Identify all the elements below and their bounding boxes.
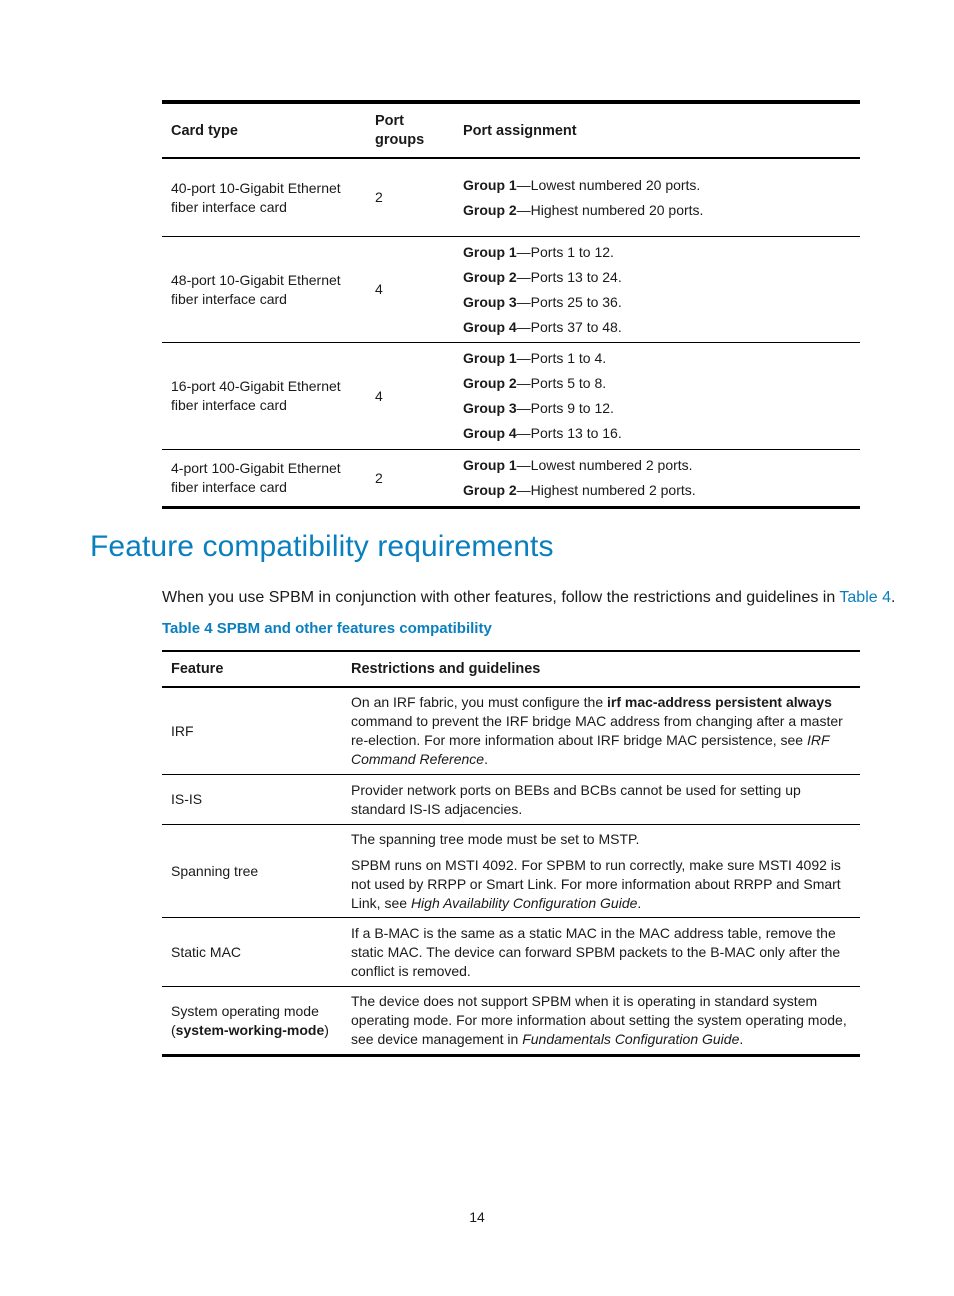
port-group-table-header — [162, 104, 860, 159]
bold-text: irf mac-address persistent always — [607, 694, 832, 710]
port-assignment-cell — [454, 237, 860, 342]
port-assignment-line — [463, 399, 854, 418]
italic-text: IRF Command Reference — [351, 732, 830, 767]
header-restrictions: Restrictions and guidelines — [351, 661, 541, 677]
compat-table-body — [162, 688, 860, 1054]
group-desc: —Ports 1 to 4. — [516, 350, 607, 366]
feature-name — [171, 862, 336, 881]
table-row — [162, 825, 860, 918]
text-run: Static MAC — [171, 943, 242, 960]
port-assignment-line — [463, 456, 854, 475]
group-name: Group 1 — [463, 176, 517, 193]
group-name: Group 4 — [463, 318, 517, 335]
text-run: . — [739, 1031, 744, 1047]
port-assignment-line — [463, 293, 854, 312]
port-assignment-line — [463, 424, 854, 443]
group-desc: —Lowest numbered 2 ports. — [516, 457, 693, 473]
group-name: Group 2 — [463, 482, 517, 498]
header-feature: Feature — [171, 661, 224, 677]
group-desc: —Ports 37 to 48. — [516, 318, 622, 335]
port-assignment-line — [463, 318, 854, 337]
italic-text: Fundamentals Configuration Guide — [522, 1031, 740, 1047]
table-caption: Table 4 SPBM and other features compatibility — [162, 620, 492, 637]
group-name: Group 3 — [463, 293, 517, 310]
table-row — [162, 688, 860, 775]
table-row — [162, 918, 860, 987]
group-desc: —Ports 13 to 24. — [516, 268, 622, 285]
text-run: System operating mode ( — [171, 1002, 319, 1038]
text-run: The device does not support SPBM when it is operating in standard system operating mode. For more information about setting the system operating mode, see device management in — [351, 993, 847, 1047]
section-heading: Feature compatibility requirements — [90, 530, 554, 563]
feature-cell — [162, 825, 342, 917]
card-type-cell: 40-port 10-Gigabit Ethernet fiber interface card — [171, 179, 341, 215]
port-group-table — [162, 100, 860, 509]
port-assignment-line — [463, 176, 854, 195]
port-assignment-cell — [454, 159, 860, 236]
table-4-link[interactable]: Table 4 — [839, 589, 891, 606]
text-run: If a B-MAC is the same as a static MAC in the MAC address table, remove the static MAC. The device can forward SPBM packets to the B-MAC only after the conflict is removed. — [351, 924, 841, 979]
restrictions-cell — [342, 825, 860, 917]
group-name: Group 4 — [463, 425, 517, 441]
text-run: command to prevent the IRF bridge MAC address from changing after a master re-election. For more information about IRF bridge MAC persistence, see — [351, 713, 843, 748]
intro-text: When you use SPBM in conjunction with other features, follow the restrictions and guidelines in — [162, 589, 840, 606]
restrictions-cell — [342, 987, 860, 1054]
port-groups-cell: 2 — [375, 469, 383, 486]
compat-table — [162, 650, 860, 1057]
feature-name — [171, 943, 336, 962]
restriction-paragraph — [351, 830, 854, 849]
feature-name — [171, 790, 336, 809]
group-name: Group 2 — [463, 201, 517, 218]
port-group-table-body — [162, 159, 860, 506]
restriction-paragraph — [351, 693, 854, 769]
text-run: IRF — [171, 722, 194, 739]
bold-text: system-working-mode — [175, 1021, 325, 1038]
group-desc: —Ports 25 to 36. — [516, 293, 622, 310]
group-name: Group 1 — [463, 243, 517, 260]
group-name: Group 1 — [463, 457, 517, 473]
port-assignment-line — [463, 243, 854, 262]
table-row — [162, 775, 860, 825]
header-card-type: Card type — [171, 122, 238, 139]
text-run: On an IRF fabric, you must configure the — [351, 694, 608, 710]
group-desc: —Highest numbered 2 ports. — [516, 482, 696, 498]
port-groups-cell: 2 — [375, 189, 383, 205]
table-row — [162, 343, 860, 450]
text-run: ) — [324, 1021, 329, 1038]
text-run: Provider network ports on BEBs and BCBs cannot be used for setting up standard IS-IS adjacencies. — [351, 781, 801, 817]
restrictions-cell — [342, 918, 860, 986]
port-assignment-line — [463, 201, 854, 220]
text-run: Spanning tree — [171, 862, 259, 879]
table-row — [162, 987, 860, 1054]
table-row — [162, 237, 860, 343]
group-desc: —Highest numbered 20 ports. — [516, 201, 704, 218]
feature-cell — [162, 918, 342, 986]
card-type-cell: 4-port 100-Gigabit Ethernet fiber interface card — [171, 460, 341, 495]
group-name: Group 3 — [463, 400, 517, 416]
card-type-cell: 16-port 40-Gigabit Ethernet fiber interface card — [171, 378, 341, 413]
restrictions-cell — [342, 775, 860, 824]
port-assignment-line — [463, 268, 854, 287]
group-desc: —Lowest numbered 20 ports. — [516, 176, 701, 193]
page-number: 14 — [469, 1209, 485, 1225]
port-assignment-cell — [454, 343, 860, 449]
feature-name — [171, 722, 336, 741]
intro-paragraph — [162, 589, 895, 607]
table-row — [162, 159, 860, 237]
restrictions-cell — [342, 688, 860, 774]
text-run: The spanning tree mode must be set to MSTP. — [351, 830, 640, 847]
feature-cell — [162, 775, 342, 824]
card-type-cell: 48-port 10-Gigabit Ethernet fiber interface card — [171, 271, 341, 307]
intro-end: . — [891, 589, 896, 606]
text-run: . — [637, 894, 642, 911]
group-desc: —Ports 1 to 12. — [516, 243, 614, 260]
restriction-paragraph — [351, 781, 854, 819]
group-name: Group 1 — [463, 350, 517, 366]
group-desc: —Ports 9 to 12. — [516, 400, 614, 416]
feature-cell — [162, 688, 342, 774]
feature-name — [171, 1002, 336, 1040]
text-run: SPBM runs on MSTI 4092. For SPBM to run correctly, make sure MSTI 4092 is not used by RRPP or Smart Link. For more information about RRPP and Smart Link, see — [351, 856, 841, 911]
italic-text: High Availability Configuration Guide — [410, 894, 638, 911]
compat-table-header — [162, 652, 860, 688]
text-run: . — [484, 751, 488, 767]
port-assignment-cell — [454, 450, 860, 506]
port-assignment-line — [463, 481, 854, 500]
header-port-assignment: Port assignment — [463, 122, 577, 139]
table-row — [162, 450, 860, 506]
port-groups-cell: 4 — [375, 387, 383, 404]
group-desc: —Ports 13 to 16. — [516, 425, 622, 441]
header-port-groups: Port groups — [375, 112, 425, 148]
group-name: Group 2 — [463, 268, 517, 285]
group-desc: —Ports 5 to 8. — [516, 375, 607, 391]
port-assignment-line — [463, 349, 854, 368]
port-groups-cell: 4 — [375, 281, 383, 297]
text-run: IS-IS — [171, 791, 203, 807]
group-name: Group 2 — [463, 375, 517, 391]
restriction-paragraph — [351, 856, 854, 913]
restriction-paragraph — [351, 992, 854, 1049]
feature-cell — [162, 987, 342, 1054]
restriction-paragraph — [351, 924, 854, 981]
port-assignment-line — [463, 374, 854, 393]
